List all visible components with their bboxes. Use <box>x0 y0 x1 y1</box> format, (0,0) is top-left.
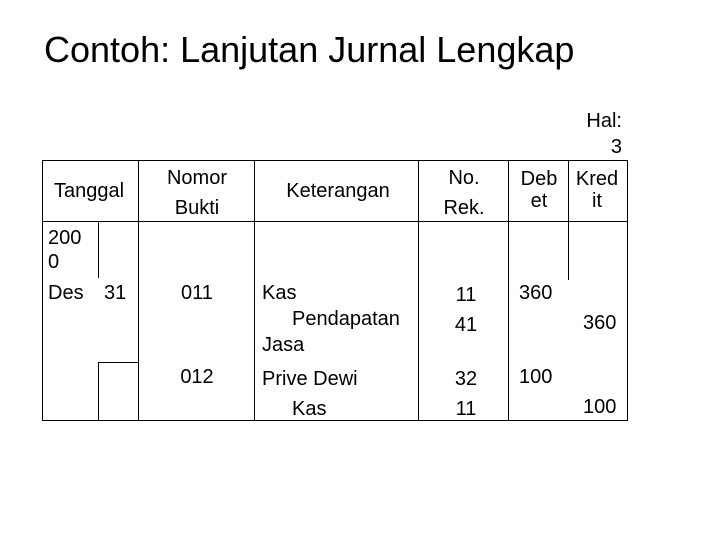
table-row-1-kredit: 360 <box>583 312 617 334</box>
table-row-2-kredit: 100 <box>583 396 617 418</box>
table-row-1-debet: 360 <box>519 282 553 304</box>
page-label <box>542 108 622 160</box>
header-no-rek: No. Rek. <box>443 167 485 219</box>
table-border-left <box>42 160 43 421</box>
table-row-2-bukti: 012 <box>180 366 214 388</box>
header-tanggal: Tanggal <box>54 180 125 202</box>
column-divider-1 <box>138 160 139 421</box>
table-border-right <box>627 160 628 421</box>
column-divider-2 <box>254 160 255 421</box>
table-row-2-debet: 100 <box>519 366 553 388</box>
table-header-divider <box>42 221 628 222</box>
table-row-1-bukti: 011 <box>181 282 213 304</box>
table-row-2-keterangan: Prive Dewi Kas <box>262 368 358 420</box>
date-inner-divider-lower <box>98 362 99 421</box>
page-number: 3 <box>610 136 622 158</box>
table-row-2-rek: 32 11 <box>454 368 478 420</box>
table-row-1-keterangan: Kas Pendapatan Jasa <box>262 282 400 356</box>
year-row-divider <box>98 362 138 363</box>
page-label-text: Hal: <box>586 110 622 132</box>
header-nomor-bukti: Nomor Bukti <box>166 167 227 219</box>
year-cell: 200 0 <box>48 227 82 273</box>
date-inner-divider <box>98 221 99 278</box>
header-keterangan: Keterangan <box>286 180 390 202</box>
month-cell: Des <box>48 282 84 304</box>
table-row-1-day: 31 <box>104 282 127 304</box>
header-kredit: Kred it <box>575 168 619 212</box>
slide-title: Contoh: Lanjutan Jurnal Lengkap <box>44 29 575 70</box>
header-debet: Deb et <box>520 168 558 212</box>
table-border-top <box>42 160 628 161</box>
column-divider-3 <box>418 160 419 421</box>
table-row-1-rek: 11 41 <box>454 284 478 336</box>
